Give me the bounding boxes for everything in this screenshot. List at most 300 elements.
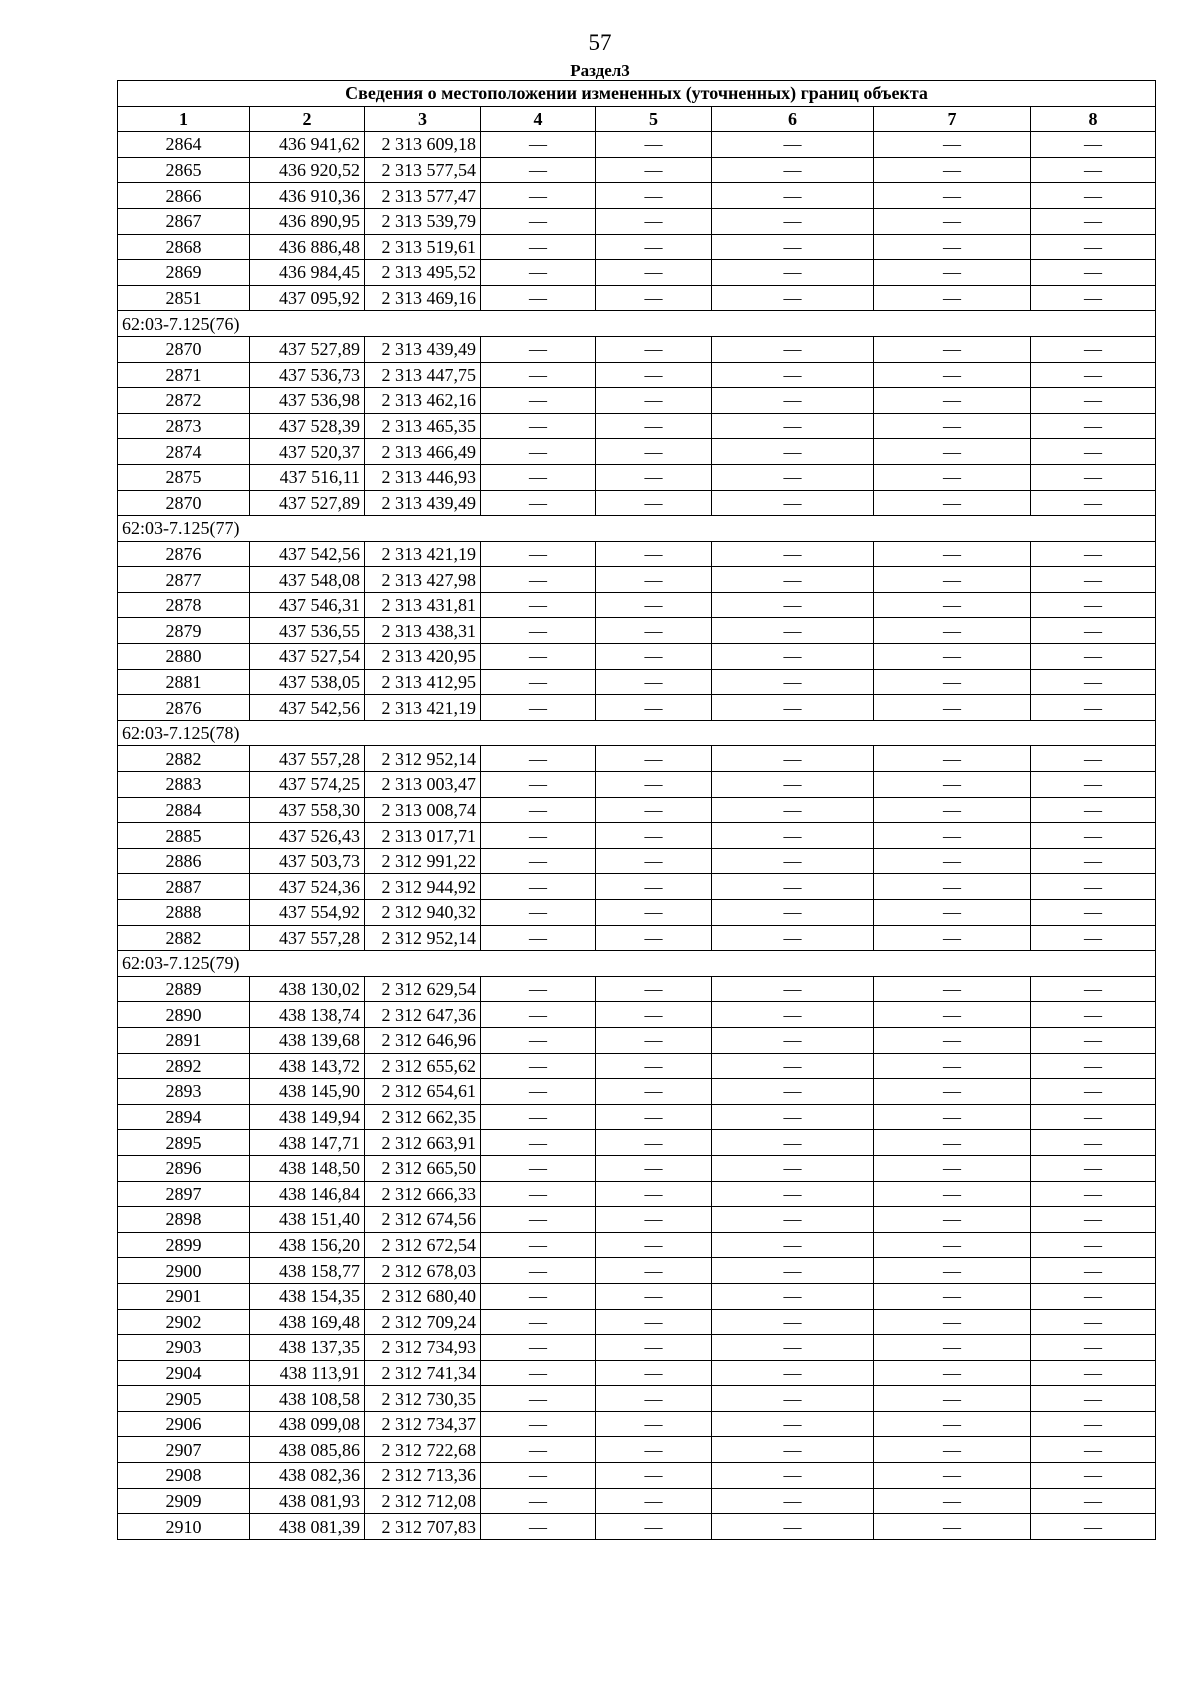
point-number: 2903 xyxy=(118,1335,250,1361)
coordinate-x: 437 524,36 xyxy=(250,874,365,900)
coordinate-x: 437 536,98 xyxy=(250,388,365,414)
column-number: 2 xyxy=(250,106,365,132)
point-number: 2891 xyxy=(118,1027,250,1053)
empty-value-dash: — xyxy=(712,1002,874,1028)
table-row xyxy=(118,848,1156,874)
coordinate-y: 2 312 734,93 xyxy=(365,1335,481,1361)
column-number: 3 xyxy=(365,106,481,132)
empty-value-dash: — xyxy=(712,1181,874,1207)
empty-value-dash: — xyxy=(874,157,1031,183)
table-caption-row xyxy=(118,81,1156,107)
table-row xyxy=(118,1181,1156,1207)
coordinate-x: 438 151,40 xyxy=(250,1207,365,1233)
point-number: 2882 xyxy=(118,925,250,951)
table-row xyxy=(118,413,1156,439)
table-row xyxy=(118,336,1156,362)
coordinate-y: 2 312 991,22 xyxy=(365,848,481,874)
empty-value-dash: — xyxy=(596,644,712,670)
coordinate-y: 2 312 674,56 xyxy=(365,1207,481,1233)
point-number: 2901 xyxy=(118,1283,250,1309)
empty-value-dash: — xyxy=(874,1335,1031,1361)
empty-value-dash: — xyxy=(712,1027,874,1053)
empty-value-dash: — xyxy=(712,644,874,670)
empty-value-dash: — xyxy=(712,413,874,439)
coordinate-y: 2 313 465,35 xyxy=(365,413,481,439)
empty-value-dash: — xyxy=(874,183,1031,209)
empty-value-dash: — xyxy=(1031,1309,1156,1335)
empty-value-dash: — xyxy=(481,1283,596,1309)
coordinate-x: 438 099,08 xyxy=(250,1411,365,1437)
coordinate-x: 437 538,05 xyxy=(250,669,365,695)
coordinate-y: 2 312 707,83 xyxy=(365,1514,481,1540)
point-number: 2879 xyxy=(118,618,250,644)
point-number: 2895 xyxy=(118,1130,250,1156)
coordinate-y: 2 312 712,08 xyxy=(365,1488,481,1514)
table-row xyxy=(118,490,1156,516)
empty-value-dash: — xyxy=(481,695,596,721)
column-number: 7 xyxy=(874,106,1031,132)
empty-value-dash: — xyxy=(874,388,1031,414)
coordinate-y: 2 313 421,19 xyxy=(365,695,481,721)
table-row xyxy=(118,797,1156,823)
coordinate-x: 436 941,62 xyxy=(250,132,365,158)
empty-value-dash: — xyxy=(712,925,874,951)
point-number: 2874 xyxy=(118,439,250,465)
empty-value-dash: — xyxy=(874,1232,1031,1258)
empty-value-dash: — xyxy=(481,669,596,695)
empty-value-dash: — xyxy=(712,1283,874,1309)
empty-value-dash: — xyxy=(596,1283,712,1309)
point-number: 2886 xyxy=(118,848,250,874)
table-row xyxy=(118,157,1156,183)
table-row xyxy=(118,1386,1156,1412)
empty-value-dash: — xyxy=(712,157,874,183)
empty-value-dash: — xyxy=(874,362,1031,388)
empty-value-dash: — xyxy=(874,848,1031,874)
empty-value-dash: — xyxy=(712,132,874,158)
empty-value-dash: — xyxy=(874,132,1031,158)
empty-value-dash: — xyxy=(1031,1232,1156,1258)
empty-value-dash: — xyxy=(712,900,874,926)
empty-value-dash: — xyxy=(596,1181,712,1207)
empty-value-dash: — xyxy=(712,874,874,900)
page-number: 57 xyxy=(588,30,612,55)
coordinate-y: 2 312 709,24 xyxy=(365,1309,481,1335)
coordinate-x: 437 536,73 xyxy=(250,362,365,388)
empty-value-dash: — xyxy=(596,1130,712,1156)
empty-value-dash: — xyxy=(712,1130,874,1156)
empty-value-dash: — xyxy=(1031,260,1156,286)
empty-value-dash: — xyxy=(874,1155,1031,1181)
coordinate-y: 2 313 412,95 xyxy=(365,669,481,695)
point-number: 2867 xyxy=(118,208,250,234)
empty-value-dash: — xyxy=(596,925,712,951)
empty-value-dash: — xyxy=(874,336,1031,362)
point-number: 2881 xyxy=(118,669,250,695)
coordinate-x: 438 169,48 xyxy=(250,1309,365,1335)
empty-value-dash: — xyxy=(712,362,874,388)
column-number: 8 xyxy=(1031,106,1156,132)
empty-value-dash: — xyxy=(712,1053,874,1079)
point-number: 2869 xyxy=(118,260,250,286)
empty-value-dash: — xyxy=(481,1232,596,1258)
empty-value-dash: — xyxy=(712,1514,874,1540)
empty-value-dash: — xyxy=(596,797,712,823)
coordinate-x: 437 095,92 xyxy=(250,285,365,311)
coordinate-x: 438 081,93 xyxy=(250,1488,365,1514)
point-number: 2866 xyxy=(118,183,250,209)
empty-value-dash: — xyxy=(874,823,1031,849)
empty-value-dash: — xyxy=(712,592,874,618)
empty-value-dash: — xyxy=(481,1463,596,1489)
coordinate-x: 438 148,50 xyxy=(250,1155,365,1181)
empty-value-dash: — xyxy=(874,797,1031,823)
coordinate-x: 438 143,72 xyxy=(250,1053,365,1079)
empty-value-dash: — xyxy=(1031,1027,1156,1053)
coordinate-y: 2 312 655,62 xyxy=(365,1053,481,1079)
table-row xyxy=(118,695,1156,721)
empty-value-dash: — xyxy=(1031,1258,1156,1284)
coordinate-x: 438 145,90 xyxy=(250,1079,365,1105)
point-number: 2880 xyxy=(118,644,250,670)
empty-value-dash: — xyxy=(874,234,1031,260)
coordinate-x: 438 147,71 xyxy=(250,1130,365,1156)
empty-value-dash: — xyxy=(1031,413,1156,439)
empty-value-dash: — xyxy=(1031,848,1156,874)
table-row xyxy=(118,644,1156,670)
table-row xyxy=(118,1155,1156,1181)
table-row xyxy=(118,1283,1156,1309)
empty-value-dash: — xyxy=(712,1309,874,1335)
coordinate-y: 2 312 944,92 xyxy=(365,874,481,900)
table-row xyxy=(118,1335,1156,1361)
empty-value-dash: — xyxy=(596,413,712,439)
empty-value-dash: — xyxy=(596,1053,712,1079)
column-number: 6 xyxy=(712,106,874,132)
empty-value-dash: — xyxy=(596,260,712,286)
empty-value-dash: — xyxy=(481,1104,596,1130)
coordinate-x: 437 536,55 xyxy=(250,618,365,644)
empty-value-dash: — xyxy=(712,772,874,798)
empty-value-dash: — xyxy=(596,1488,712,1514)
point-number: 2896 xyxy=(118,1155,250,1181)
table-row xyxy=(118,260,1156,286)
empty-value-dash: — xyxy=(1031,1079,1156,1105)
empty-value-dash: — xyxy=(596,388,712,414)
empty-value-dash: — xyxy=(481,925,596,951)
coordinate-y: 2 312 734,37 xyxy=(365,1411,481,1437)
point-number: 2908 xyxy=(118,1463,250,1489)
empty-value-dash: — xyxy=(874,260,1031,286)
coordinate-y: 2 313 003,47 xyxy=(365,772,481,798)
coordinate-x: 437 542,56 xyxy=(250,695,365,721)
empty-value-dash: — xyxy=(874,1514,1031,1540)
empty-value-dash: — xyxy=(481,413,596,439)
empty-value-dash: — xyxy=(1031,183,1156,209)
empty-value-dash: — xyxy=(481,746,596,772)
empty-value-dash: — xyxy=(1031,874,1156,900)
empty-value-dash: — xyxy=(1031,336,1156,362)
empty-value-dash: — xyxy=(874,618,1031,644)
table-row xyxy=(118,746,1156,772)
point-number: 2875 xyxy=(118,464,250,490)
point-number: 2865 xyxy=(118,157,250,183)
empty-value-dash: — xyxy=(596,464,712,490)
point-number: 2864 xyxy=(118,132,250,158)
empty-value-dash: — xyxy=(481,1155,596,1181)
empty-value-dash: — xyxy=(874,541,1031,567)
empty-value-dash: — xyxy=(481,1335,596,1361)
coordinate-x: 438 108,58 xyxy=(250,1386,365,1412)
empty-value-dash: — xyxy=(481,1181,596,1207)
empty-value-dash: — xyxy=(712,567,874,593)
empty-value-dash: — xyxy=(481,1258,596,1284)
empty-value-dash: — xyxy=(874,1258,1031,1284)
empty-value-dash: — xyxy=(596,1437,712,1463)
coordinate-x: 437 554,92 xyxy=(250,900,365,926)
table-row xyxy=(118,1309,1156,1335)
empty-value-dash: — xyxy=(874,1104,1031,1130)
empty-value-dash: — xyxy=(712,1104,874,1130)
empty-value-dash: — xyxy=(481,541,596,567)
coordinate-y: 2 312 647,36 xyxy=(365,1002,481,1028)
coordinate-y: 2 313 421,19 xyxy=(365,541,481,567)
empty-value-dash: — xyxy=(712,1079,874,1105)
point-number: 2885 xyxy=(118,823,250,849)
empty-value-dash: — xyxy=(712,388,874,414)
empty-value-dash: — xyxy=(712,208,874,234)
point-number: 2890 xyxy=(118,1002,250,1028)
parcel-group-row xyxy=(118,516,1156,542)
point-number: 2907 xyxy=(118,1437,250,1463)
table-row xyxy=(118,1002,1156,1028)
point-number: 2897 xyxy=(118,1181,250,1207)
empty-value-dash: — xyxy=(481,592,596,618)
empty-value-dash: — xyxy=(712,234,874,260)
empty-value-dash: — xyxy=(596,1514,712,1540)
empty-value-dash: — xyxy=(1031,1104,1156,1130)
empty-value-dash: — xyxy=(481,1514,596,1540)
empty-value-dash: — xyxy=(481,1079,596,1105)
empty-value-dash: — xyxy=(596,900,712,926)
empty-value-dash: — xyxy=(481,644,596,670)
table-row xyxy=(118,1488,1156,1514)
empty-value-dash: — xyxy=(712,695,874,721)
coordinate-y: 2 312 666,33 xyxy=(365,1181,481,1207)
coordinate-x: 438 149,94 xyxy=(250,1104,365,1130)
empty-value-dash: — xyxy=(712,1411,874,1437)
empty-value-dash: — xyxy=(874,567,1031,593)
table-row xyxy=(118,1079,1156,1105)
empty-value-dash: — xyxy=(712,464,874,490)
parcel-group-label: 62:03-7.125(77) xyxy=(118,516,1156,542)
point-number: 2889 xyxy=(118,976,250,1002)
table-row xyxy=(118,1130,1156,1156)
empty-value-dash: — xyxy=(874,1309,1031,1335)
point-number: 2888 xyxy=(118,900,250,926)
empty-value-dash: — xyxy=(1031,362,1156,388)
empty-value-dash: — xyxy=(481,772,596,798)
empty-value-dash: — xyxy=(1031,208,1156,234)
point-number: 2902 xyxy=(118,1309,250,1335)
empty-value-dash: — xyxy=(712,1258,874,1284)
column-number-row xyxy=(118,106,1156,132)
empty-value-dash: — xyxy=(712,669,874,695)
empty-value-dash: — xyxy=(481,1053,596,1079)
empty-value-dash: — xyxy=(1031,1488,1156,1514)
empty-value-dash: — xyxy=(712,746,874,772)
empty-value-dash: — xyxy=(712,1232,874,1258)
point-number: 2905 xyxy=(118,1386,250,1412)
parcel-group-label: 62:03-7.125(76) xyxy=(118,311,1156,337)
parcel-group-row xyxy=(118,311,1156,337)
coordinate-x: 437 557,28 xyxy=(250,746,365,772)
coordinate-x: 437 558,30 xyxy=(250,797,365,823)
coordinate-x: 438 156,20 xyxy=(250,1232,365,1258)
empty-value-dash: — xyxy=(1031,1130,1156,1156)
coordinate-y: 2 312 646,96 xyxy=(365,1027,481,1053)
table-row xyxy=(118,772,1156,798)
empty-value-dash: — xyxy=(874,1002,1031,1028)
coordinate-y: 2 313 446,93 xyxy=(365,464,481,490)
coordinate-y: 2 312 952,14 xyxy=(365,746,481,772)
empty-value-dash: — xyxy=(481,157,596,183)
empty-value-dash: — xyxy=(874,1283,1031,1309)
empty-value-dash: — xyxy=(481,618,596,644)
coordinate-x: 437 516,11 xyxy=(250,464,365,490)
empty-value-dash: — xyxy=(596,592,712,618)
empty-value-dash: — xyxy=(1031,592,1156,618)
empty-value-dash: — xyxy=(596,1386,712,1412)
empty-value-dash: — xyxy=(481,464,596,490)
table-row xyxy=(118,1207,1156,1233)
point-number: 2870 xyxy=(118,336,250,362)
empty-value-dash: — xyxy=(874,490,1031,516)
empty-value-dash: — xyxy=(481,976,596,1002)
coordinate-x: 438 137,35 xyxy=(250,1335,365,1361)
coordinate-x: 437 503,73 xyxy=(250,848,365,874)
coordinate-y: 2 312 713,36 xyxy=(365,1463,481,1489)
empty-value-dash: — xyxy=(596,874,712,900)
empty-value-dash: — xyxy=(712,1386,874,1412)
empty-value-dash: — xyxy=(874,1437,1031,1463)
table-row xyxy=(118,900,1156,926)
empty-value-dash: — xyxy=(481,490,596,516)
empty-value-dash: — xyxy=(596,1002,712,1028)
coordinate-y: 2 312 722,68 xyxy=(365,1437,481,1463)
table-row xyxy=(118,1437,1156,1463)
empty-value-dash: — xyxy=(596,183,712,209)
coordinate-x: 438 081,39 xyxy=(250,1514,365,1540)
coordinate-y: 2 312 629,54 xyxy=(365,976,481,1002)
empty-value-dash: — xyxy=(1031,490,1156,516)
table-row xyxy=(118,362,1156,388)
empty-value-dash: — xyxy=(596,336,712,362)
empty-value-dash: — xyxy=(712,1437,874,1463)
empty-value-dash: — xyxy=(481,1488,596,1514)
empty-value-dash: — xyxy=(712,1155,874,1181)
empty-value-dash: — xyxy=(596,439,712,465)
coordinate-x: 438 138,74 xyxy=(250,1002,365,1028)
empty-value-dash: — xyxy=(874,669,1031,695)
empty-value-dash: — xyxy=(596,1232,712,1258)
empty-value-dash: — xyxy=(874,900,1031,926)
empty-value-dash: — xyxy=(712,976,874,1002)
empty-value-dash: — xyxy=(874,746,1031,772)
table-row xyxy=(118,874,1156,900)
empty-value-dash: — xyxy=(874,1181,1031,1207)
empty-value-dash: — xyxy=(481,1027,596,1053)
empty-value-dash: — xyxy=(596,1155,712,1181)
coordinate-x: 438 154,35 xyxy=(250,1283,365,1309)
point-number: 2877 xyxy=(118,567,250,593)
table-row xyxy=(118,234,1156,260)
point-number: 2887 xyxy=(118,874,250,900)
parcel-group-row xyxy=(118,951,1156,977)
point-number: 2876 xyxy=(118,695,250,721)
point-number: 2910 xyxy=(118,1514,250,1540)
coordinate-x: 437 527,54 xyxy=(250,644,365,670)
empty-value-dash: — xyxy=(596,1411,712,1437)
empty-value-dash: — xyxy=(1031,644,1156,670)
empty-value-dash: — xyxy=(712,1463,874,1489)
empty-value-dash: — xyxy=(874,1463,1031,1489)
empty-value-dash: — xyxy=(874,1207,1031,1233)
point-number: 2873 xyxy=(118,413,250,439)
coordinate-y: 2 313 431,81 xyxy=(365,592,481,618)
coordinate-x: 438 146,84 xyxy=(250,1181,365,1207)
empty-value-dash: — xyxy=(1031,388,1156,414)
coordinate-y: 2 312 678,03 xyxy=(365,1258,481,1284)
table-row xyxy=(118,1104,1156,1130)
empty-value-dash: — xyxy=(874,874,1031,900)
empty-value-dash: — xyxy=(1031,925,1156,951)
empty-value-dash: — xyxy=(596,823,712,849)
empty-value-dash: — xyxy=(1031,1335,1156,1361)
point-number: 2883 xyxy=(118,772,250,798)
empty-value-dash: — xyxy=(874,1053,1031,1079)
empty-value-dash: — xyxy=(1031,1360,1156,1386)
empty-value-dash: — xyxy=(1031,1411,1156,1437)
coordinate-x: 436 910,36 xyxy=(250,183,365,209)
coordinate-y: 2 312 672,54 xyxy=(365,1232,481,1258)
coordinate-y: 2 313 420,95 xyxy=(365,644,481,670)
coordinate-y: 2 313 439,49 xyxy=(365,490,481,516)
coordinate-y: 2 313 017,71 xyxy=(365,823,481,849)
table-row xyxy=(118,823,1156,849)
empty-value-dash: — xyxy=(874,1386,1031,1412)
empty-value-dash: — xyxy=(874,208,1031,234)
empty-value-dash: — xyxy=(596,285,712,311)
empty-value-dash: — xyxy=(481,1309,596,1335)
parcel-group-label: 62:03-7.125(78) xyxy=(118,720,1156,746)
empty-value-dash: — xyxy=(874,592,1031,618)
column-number: 1 xyxy=(118,106,250,132)
empty-value-dash: — xyxy=(481,1386,596,1412)
coordinate-y: 2 313 469,16 xyxy=(365,285,481,311)
empty-value-dash: — xyxy=(712,823,874,849)
table-row xyxy=(118,132,1156,158)
empty-value-dash: — xyxy=(596,362,712,388)
point-number: 2909 xyxy=(118,1488,250,1514)
empty-value-dash: — xyxy=(1031,618,1156,644)
table-row xyxy=(118,592,1156,618)
empty-value-dash: — xyxy=(874,1411,1031,1437)
empty-value-dash: — xyxy=(874,1360,1031,1386)
empty-value-dash: — xyxy=(481,874,596,900)
empty-value-dash: — xyxy=(874,976,1031,1002)
coordinate-x: 437 557,28 xyxy=(250,925,365,951)
